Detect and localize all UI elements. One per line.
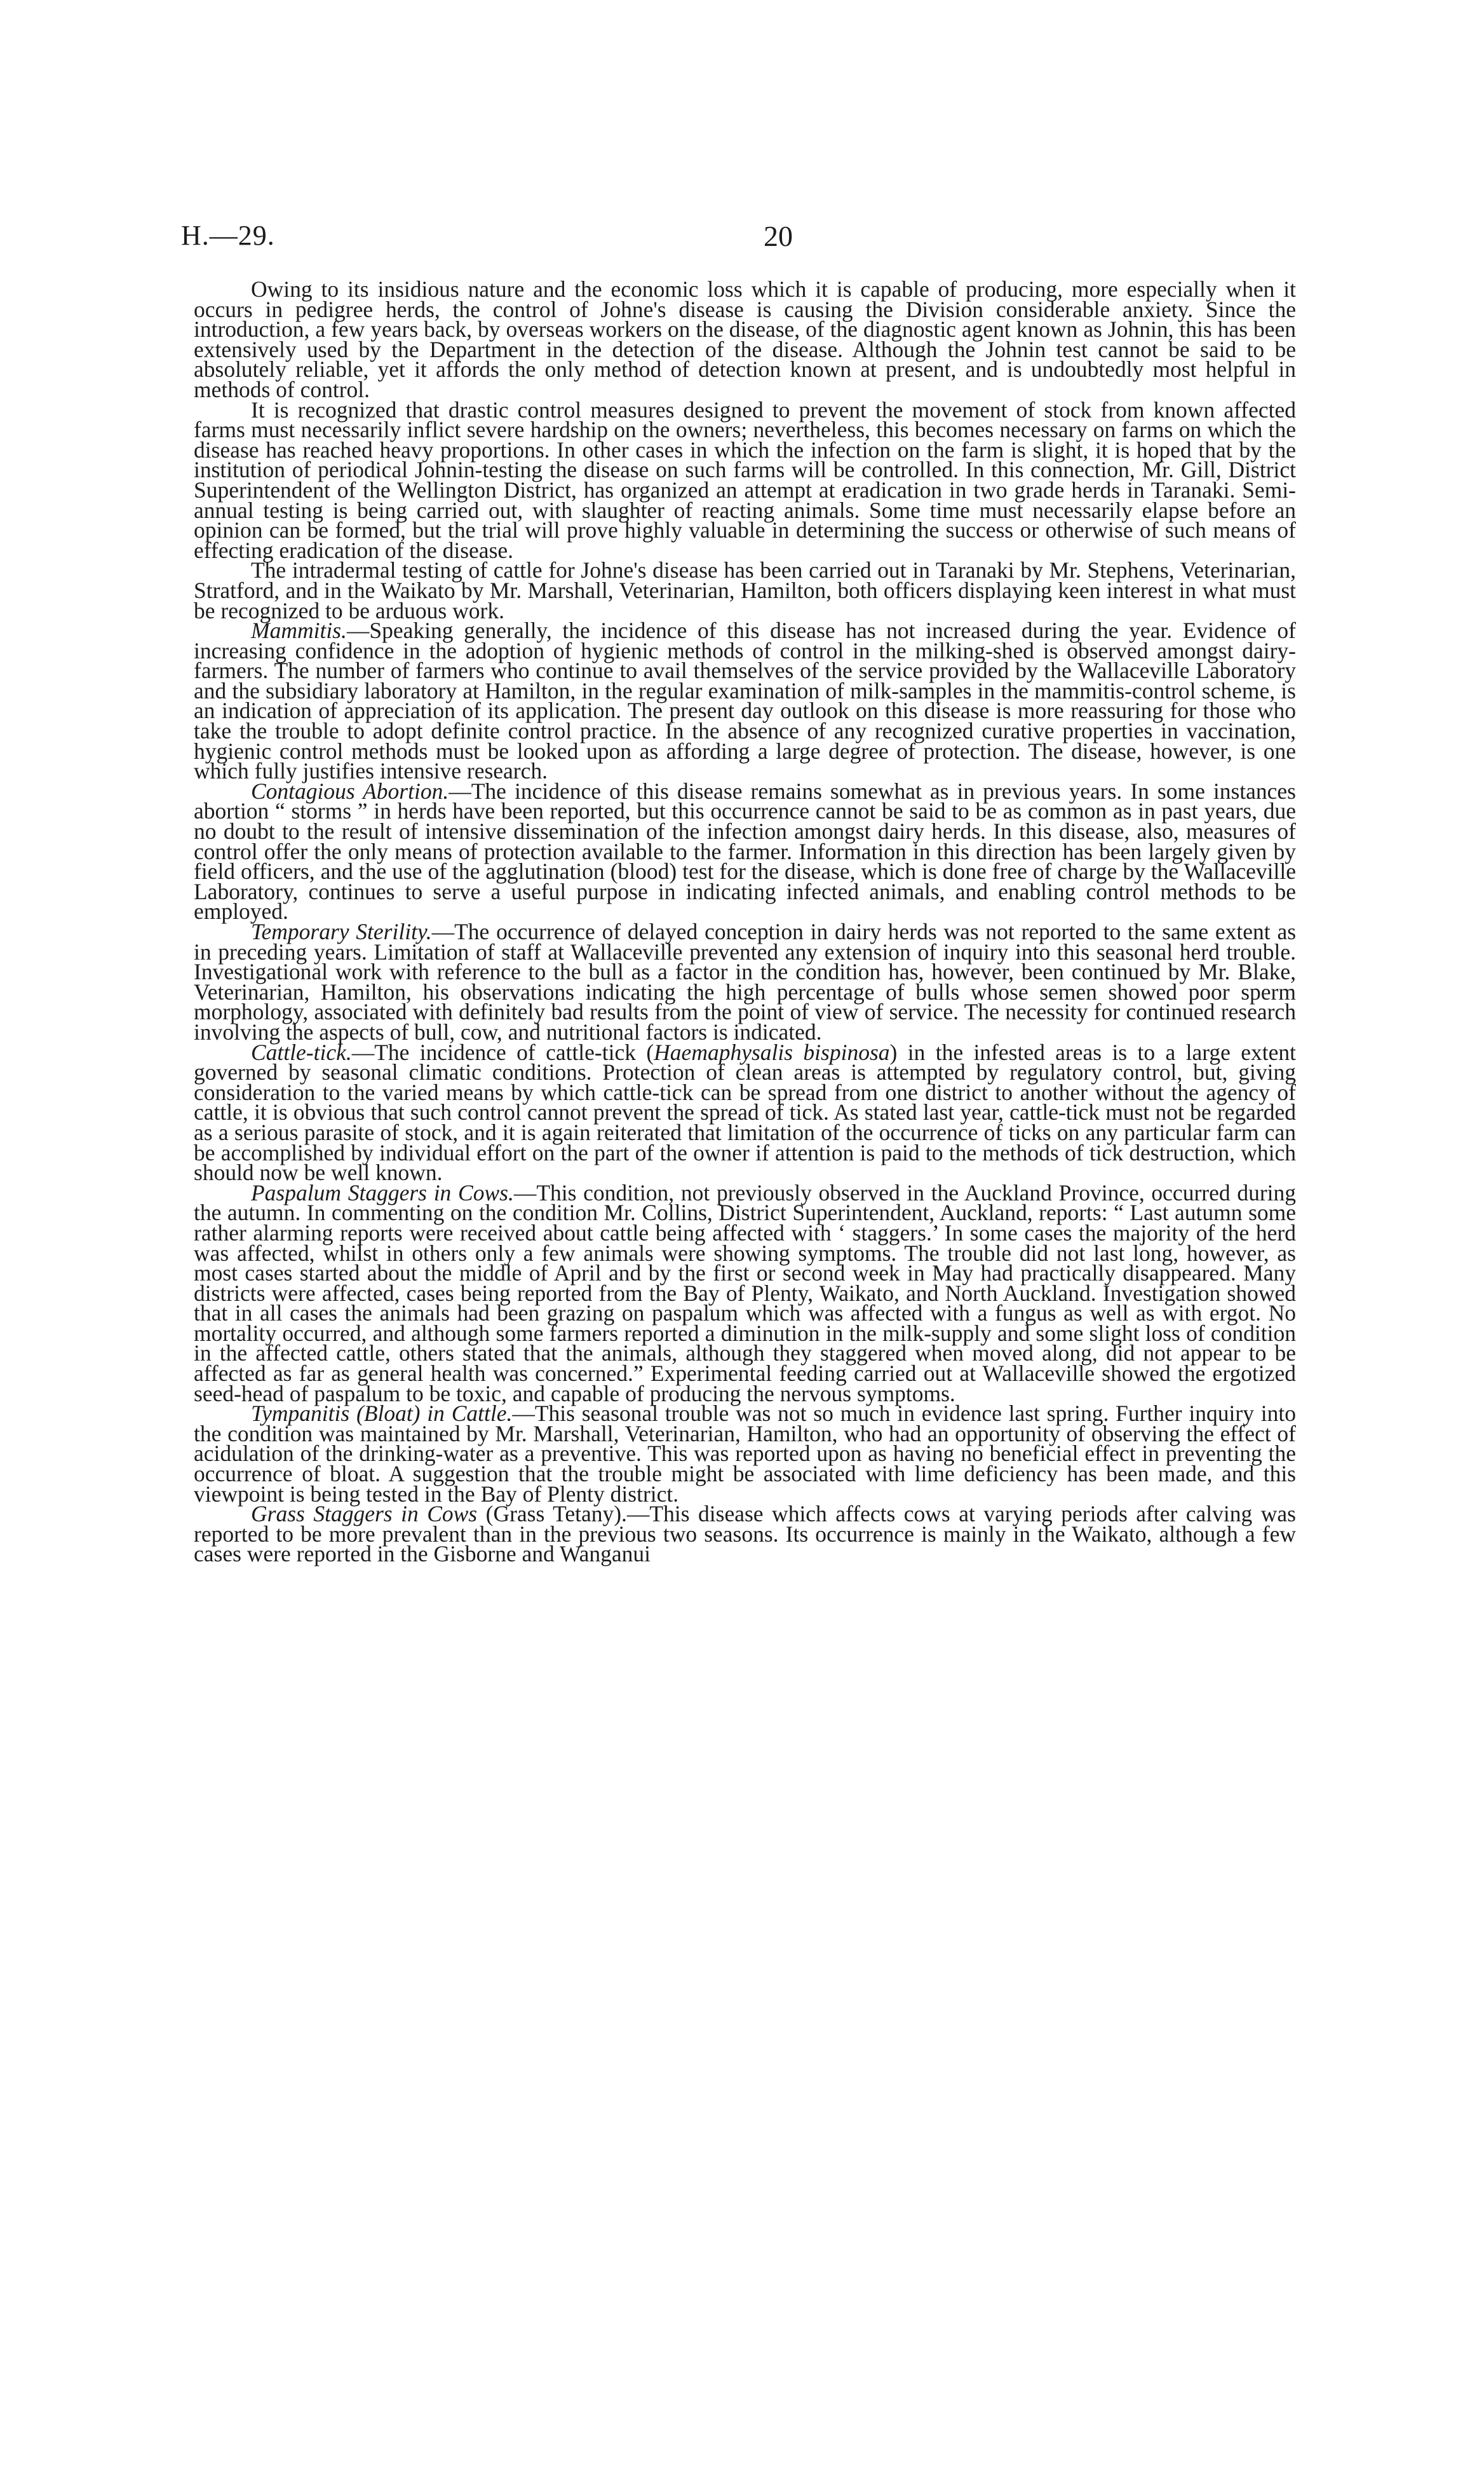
paragraph-mammitis — [194, 618, 1296, 784]
paragraph-contagious-abortion — [194, 778, 1296, 925]
paragraph-text-lead: —The incidence of cattle-tick ( — [351, 1039, 654, 1065]
paragraph-text: —Speaking generally, the incidence of this disease has not increased during the year. Evidence of increasing confidence in the adoption of hygienic methods of control in the milking-shed is observed amongst dairy-farmers. The number of farmers who continue to avail themselves of the service provided by the Wallaceville Laboratory and the subsidiary laboratory at Hamilton, in the regular examination of milk-samples in the mammitis-control scheme, is an indication of appreciation of its application. The present day outlook on this disease is more reassuring for those who take the trouble to adopt definite control practice. In the absence of any recognized curative properties in vaccination, hygienic control methods must be looked upon as affording a large degree of protection. The disease, however, is one which fully justifies intensive research. — [194, 618, 1296, 784]
paragraph-heading: Mammitis. — [251, 618, 347, 644]
paragraph-temporary-sterility — [194, 919, 1297, 1045]
paragraph-text: (Grass Tetany).—This disease which affects cows at varying periods after calving was reported to be more prevalent than in the previous two seasons. Its occurrence is mainly in the Waikato, although a few cases were reported in the Gisborne and Wanganui — [194, 1501, 1296, 1567]
paragraph-heading: Contagious Abortion. — [251, 778, 449, 804]
page-number: 20 — [764, 220, 793, 252]
paragraph-cattle-tick — [194, 1039, 1296, 1186]
paragraph-text: It is recognized that drastic control measures designed to prevent the movement of stock from known affected farms must necessarily inflict severe hardship on the owners; nevertheless, this becomes necessary on farms on which the disease has reached heavy proportions. In other cases in which the infection on the farm is slight, it is hoped that by the institution of periodical Johnin-testing the disease on such farms will be controlled. In this connection, Mr. Gill, District Superintendent of the Wellington District, has organized an attempt at eradication in two grade herds in Taranaki. Semi-annual testing is being carried out, with slaughter of reacting animals. Some time must necessarily elapse before an opinion can be formed, but the trial will prove highly valuable in determining the success or otherwise of such means of effecting eradication of the disease. — [194, 397, 1296, 563]
running-header — [181, 219, 1299, 270]
paragraph-text: Owing to its insidious nature and the economic loss which it is capable of producing, more especially when it occurs in pedigree herds, the control of Johne's disease is causing the Division considerable anxiety. Since the introduction, a few years back, by overseas workers on the disease, of the diagnostic agent known as Johnin, this has been extensively used by the Department in the detection of the disease. Although the Johnin test cannot be said to be absolutely reliable, yet it affords the only method of detection known at present, and is undoubtedly most helpful in methods of control. — [194, 276, 1296, 402]
species-name: Haemaphysalis bispinosa — [654, 1039, 890, 1065]
paragraph-heading: Temporary Sterility. — [251, 919, 432, 944]
body-text — [194, 276, 1297, 1567]
paragraph-heading: Grass Staggers in Cows — [251, 1501, 478, 1527]
paragraph-text: —This seasonal trouble was not so much in evidence last spring. Further inquiry into the condition was maintained by Mr. Marshall, Veterinarian, Hamilton, who had an opportunity of observing the effect of acidulation of the drinking-water as a preventive. This was reported upon as having no beneficial effect in preventing the occurrence of bloat. A suggestion that the trouble might be associated with lime deficiency has been made, and this viewpoint is being tested in the Bay of Plenty district. — [194, 1401, 1296, 1507]
paragraph-johnes-intro — [194, 276, 1296, 402]
paragraph-text: —The occurrence of delayed conception in dairy herds was not reported to the same extent as in preceding years. Limitation of staff at Wallaceville prevented any extension of inquiry into this seasonal herd trouble. Investigational work with reference to the bull as a factor in the condition has, however, been continued by Mr. Blake, Veterinarian, Hamilton, his observations indicating the high percentage of bulls whose semen showed poor sperm morphology, associated with definitely bad results from the point of view of service. The necessity for continued research involving the aspects of bull, cow, and nutritional factors is indicated. — [194, 919, 1297, 1045]
paragraph-text: The intradermal testing of cattle for Johne's disease has been carried out in Taranaki by Mr. Stephens, Veterinarian, Stratford, and in the Waikato by Mr. Marshall, Veterinarian, Hamilton, both officers displaying keen interest in what must be recognized to be arduous work. — [194, 557, 1296, 623]
paragraph-heading: Paspalum Staggers in Cows. — [251, 1179, 514, 1205]
document-reference: H.—29. — [181, 220, 275, 251]
paragraph-heading: Tympanitis (Bloat) in Cattle. — [251, 1401, 513, 1427]
paragraph-text: —The incidence of this disease remains somewhat as in previous years. In some instances abortion “ storms ” in herds have been reported, but this occurrence cannot be said to be as common as in past years, due no doubt to the result of intensive dissemination of the infection amongst dairy herds. In this disease, also, measures of control offer the only means of protection available to the farmer. Information in this direction has been largely given by field officers, and the use of the agglutination (blood) test for the disease, which is done free of charge by the Wallaceville Laboratory, continues to serve a useful purpose in indicating infected animals, and enabling control methods to be employed. — [194, 778, 1296, 925]
paragraph-johnes-testing — [194, 557, 1296, 623]
paragraph-grass-staggers — [194, 1501, 1296, 1567]
paragraph-heading: Cattle-tick. — [251, 1039, 352, 1065]
paragraph-johnes-control — [194, 397, 1296, 563]
paragraph-tympanitis — [194, 1401, 1296, 1507]
paragraph-text: ) in the infested areas is to a large extent governed by seasonal climatic conditions. Protection of clean areas is attempted by regulatory control, but, giving consideration to the varied means by which cattle-tick can be spread from one district to another without the agency of cattle, it is obvious that such control cannot prevent the spread of tick. As stated last year, cattle-tick must not be regarded as a serious parasite of stock, and it is again reiterated that limitation of the occurrence of ticks on any particular farm can be accomplished by individual effort on the part of the owner if attention is paid to the methods of tick destruction, which should now be well known. — [194, 1039, 1296, 1186]
paragraph-text: —This condition, not previously observed in the Auckland Province, occurred during the autumn. In commenting on the condition Mr. Collins, District Superintendent, Auckland, reports: “ Last autumn some rather alarming reports were received about cattle being affected with ‘ staggers.’ In some cases the majority of the herd was affected, whilst in others only a few animals were showing symptoms. The trouble did not last long, however, as most cases started about the middle of April and by the first or second week in May had practically disappeared. Many districts were affected, cases being reported from the Bay of Plenty, Waikato, and North Auckland. Investigation showed that in all cases the animals had been grazing on paspalum which was affected with a fungus as well as with ergot. No mortality occurred, and although some farmers reported a diminution in the milk-supply and some slight loss of condition in the affected cattle, others stated that the animals, although they staggered when moved along, did not appear to be affected as far as general health was concerned.” Experimental feeding carried out at Wallaceville showed the ergotized seed-head of paspalum to be toxic, and capable of producing the nervous symptoms. — [194, 1179, 1296, 1406]
paragraph-paspalum-staggers — [194, 1179, 1296, 1406]
